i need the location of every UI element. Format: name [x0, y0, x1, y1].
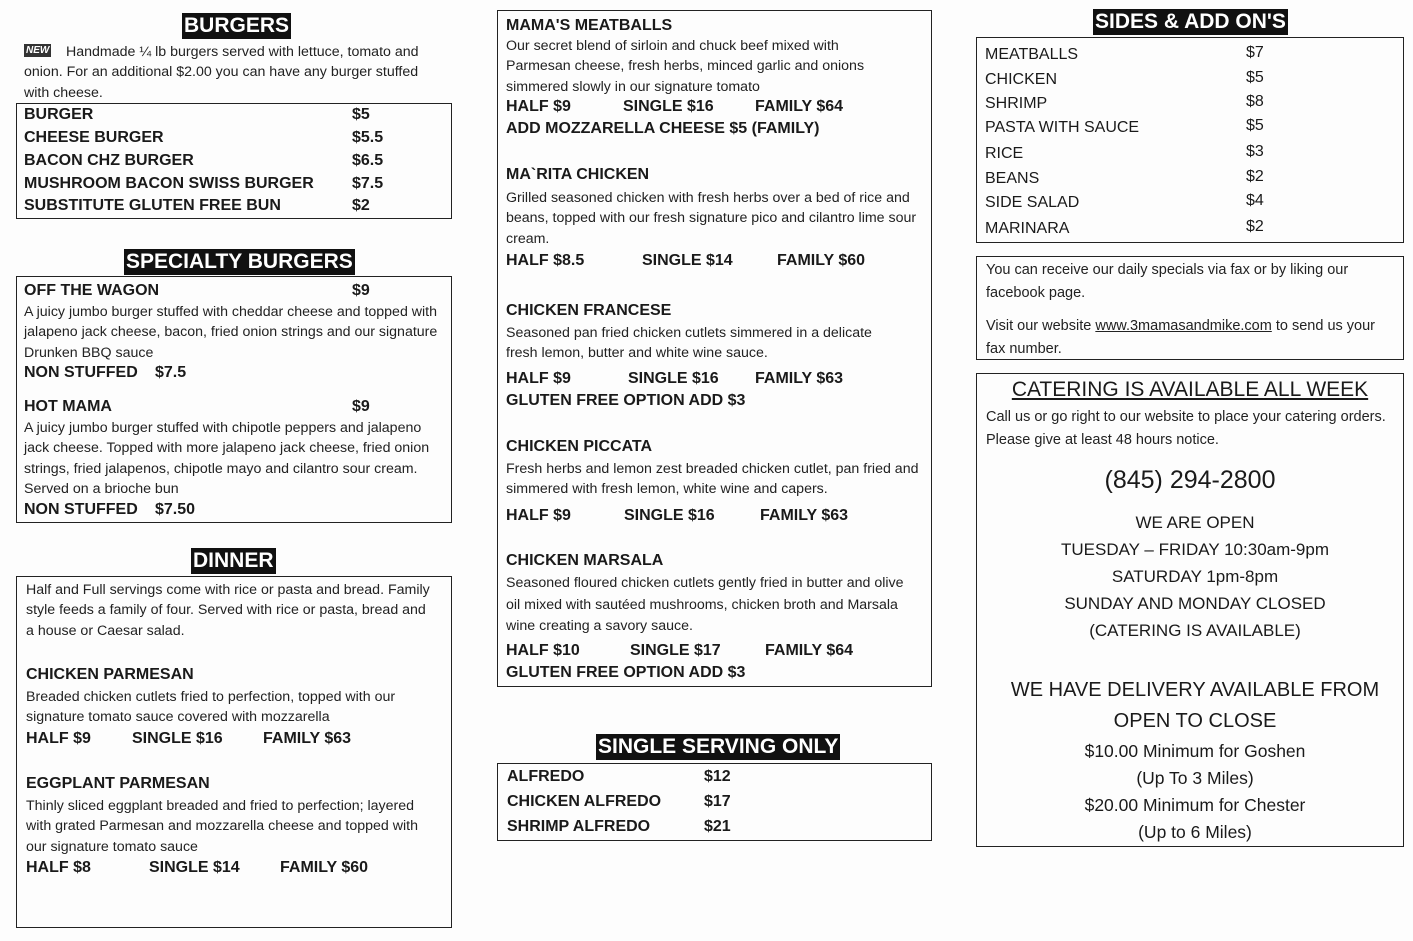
minimum-line: (Up to 6 Miles) — [1138, 822, 1252, 842]
price-half: HALF $10 — [506, 642, 580, 659]
dinner-header: DINNER — [193, 549, 274, 572]
menu-item-desc: Fresh herbs and lemon zest breaded chicken cutlet, pan fried and simmered with fresh lemon, white wine and capers. — [506, 461, 919, 498]
visit-suffix: to send us your fax number. — [986, 318, 1375, 357]
menu-item-name: MAMA'S MEATBALLS — [506, 17, 673, 34]
website-link[interactable]: www.3mamasandmike.com — [1095, 318, 1272, 334]
menu-item-name: OFF THE WAGON — [24, 282, 160, 299]
specials-text: You can receive our daily specials via fax or by liking our facebook page. — [986, 262, 1349, 301]
menu-item-name: EGGPLANT PARMESAN — [26, 775, 210, 792]
hours-line: (CATERING IS AVAILABLE) — [1089, 621, 1301, 640]
catering-title: CATERING IS AVAILABLE ALL WEEK — [1011, 378, 1369, 401]
website-text — [986, 315, 1391, 361]
menu-item-name: CHICKEN FRANCESE — [506, 302, 672, 319]
menu-item-name: HOT MAMA — [24, 398, 112, 415]
non-stuffed-label: NON STUFFED — [24, 501, 138, 518]
price-family: FAMILY $63 — [760, 507, 849, 524]
list-item: CHICKEN ALFREDO — [507, 793, 662, 810]
specialty-header: SPECIALTY BURGERS — [126, 250, 353, 273]
menu-item-desc: A juicy jumbo burger stuffed with cheddar cheese and topped with jalapeno jack cheese, bacon, fried onion strings and our signature Drunken BBQ sauce — [24, 304, 438, 361]
price-single: SINGLE $17 — [630, 642, 721, 659]
list-item: SIDE SALAD — [985, 194, 1080, 211]
menu-item-name: CHICKEN MARSALA — [506, 552, 664, 569]
item-price: $9 — [352, 282, 370, 299]
list-item: RICE — [985, 145, 1024, 162]
item-price: $12 — [704, 768, 731, 785]
hours-line: SATURDAY 1pm-8pm — [1111, 567, 1279, 586]
minimum-line: $20.00 Minimum for Chester — [1084, 795, 1306, 815]
item-price: $5.5 — [352, 129, 384, 146]
gluten-free-note: GLUTEN FREE OPTION ADD $3 — [506, 392, 746, 409]
price-family: FAMILY $64 — [755, 98, 844, 115]
add-on-note: ADD MOZZARELLA CHEESE $5 (FAMILY) — [506, 120, 820, 137]
price-family: FAMILY $60 — [777, 252, 866, 269]
menu-item-desc: Breaded chicken cutlets fried to perfection, topped with our signature tomato sauce covered with mozzarella — [26, 689, 396, 726]
non-stuffed-price: $7.50 — [155, 501, 196, 518]
phone-number[interactable]: (845) 294-2800 — [1104, 466, 1276, 494]
price-single: SINGLE $16 — [628, 370, 719, 387]
list-item: MEATBALLS — [985, 46, 1079, 63]
price-family: FAMILY $63 — [755, 370, 844, 387]
minimum-line: $10.00 Minimum for Goshen — [1084, 741, 1306, 761]
non-stuffed-price: $7.5 — [155, 364, 187, 381]
item-price: $5 — [1246, 69, 1264, 86]
price-family: FAMILY $60 — [280, 859, 369, 876]
list-item: MUSHROOM BACON SWISS BURGER — [24, 175, 314, 192]
list-item: SHRIMP ALFREDO — [507, 818, 651, 835]
list-item: BURGER — [24, 106, 94, 123]
item-price: $7 — [1246, 44, 1264, 61]
menu-item-desc: Our secret blend of sirloin and chuck beef mixed with Parmesan cheese, fresh herbs, minced garlic and onions simmered slowly in our signature tomato — [506, 38, 865, 95]
price-family: FAMILY $63 — [263, 730, 352, 747]
item-price: $4 — [1246, 192, 1264, 209]
price-single: SINGLE $16 — [624, 507, 715, 524]
list-item: ALFREDO — [507, 768, 585, 785]
menu-item-desc: A juicy jumbo burger stuffed with chipotle peppers and jalapeno jack cheese. Topped with more jalapeno jack cheese, fried onion strings, fried jalapenos, chipotle mayo and cilantro sour cream. Served on a brioche bun — [24, 420, 430, 497]
catering-text: Call us or go right to our website to place your catering orders. Please give at least 48 hours notice. — [986, 409, 1386, 448]
item-price: $2 — [1246, 168, 1264, 185]
hours-line: SUNDAY AND MONDAY CLOSED — [1064, 594, 1326, 613]
item-price: $21 — [704, 818, 731, 835]
item-price: $3 — [1246, 143, 1264, 160]
list-item: PASTA WITH SAUCE — [985, 119, 1140, 136]
single-serving-header: SINGLE SERVING ONLY — [598, 735, 839, 758]
sides-header: SIDES & ADD ON'S — [1095, 10, 1286, 33]
item-price: $2 — [1246, 218, 1264, 235]
price-single: SINGLE $14 — [149, 859, 240, 876]
burgers-header: BURGERS — [184, 14, 290, 37]
menu-item-name: CHICKEN PARMESAN — [26, 666, 194, 683]
hours-line: TUESDAY – FRIDAY 10:30am-9pm — [1060, 540, 1329, 559]
price-half: HALF $9 — [506, 98, 571, 115]
list-item: SUBSTITUTE GLUTEN FREE BUN — [24, 197, 281, 214]
delivery-line: OPEN TO CLOSE — [1113, 710, 1277, 732]
price-single: SINGLE $14 — [642, 252, 733, 269]
price-half: HALF $8.5 — [506, 252, 585, 269]
item-price: $5 — [1246, 117, 1264, 134]
delivery-line: WE HAVE DELIVERY AVAILABLE FROM — [1010, 679, 1380, 701]
sides-box — [976, 37, 1404, 243]
price-half: HALF $9 — [506, 507, 571, 524]
list-item: CHEESE BURGER — [24, 129, 164, 146]
visit-prefix: Visit our website — [986, 318, 1096, 334]
menu-item-name: MA`RITA CHICKEN — [506, 166, 650, 183]
new-badge: NEW — [26, 45, 50, 56]
list-item: SHRIMP — [985, 95, 1048, 112]
price-half: HALF $9 — [26, 730, 91, 747]
menu-item-desc: Seasoned pan fried chicken cutlets simmered in a delicate fresh lemon, butter and white wine sauce. — [506, 325, 872, 362]
item-price: $7.5 — [352, 175, 384, 192]
item-price: $17 — [704, 793, 731, 810]
price-single: SINGLE $16 — [623, 98, 714, 115]
non-stuffed-label: NON STUFFED — [24, 364, 138, 381]
item-price: $9 — [352, 398, 370, 415]
item-price: $2 — [352, 197, 370, 214]
price-half: HALF $8 — [26, 859, 91, 876]
burgers-intro: Handmade ¼ lb burgers served with lettuce, tomato and onion. For an additional $2.00 you can have any burger stuffed with cheese. — [24, 44, 419, 101]
item-price: $6.5 — [352, 152, 384, 169]
menu-item-desc: Grilled seasoned chicken with fresh herbs over a bed of rice and beans, topped with our fresh signature pico and cilantro lime sour cream. — [506, 190, 917, 247]
menu-item-desc: Thinly sliced eggplant breaded and fried to perfection; layered with grated Parmesan and mozzarella cheese and topped with our signature tomato sauce — [26, 798, 418, 855]
price-half: HALF $9 — [506, 370, 571, 387]
price-family: FAMILY $64 — [765, 642, 854, 659]
item-price: $8 — [1246, 93, 1264, 110]
hours-line: WE ARE OPEN — [1135, 513, 1255, 532]
gluten-free-note: GLUTEN FREE OPTION ADD $3 — [506, 664, 746, 681]
item-price: $5 — [352, 106, 370, 123]
minimum-line: (Up To 3 Miles) — [1136, 768, 1254, 788]
list-item: BACON CHZ BURGER — [24, 152, 194, 169]
list-item: MARINARA — [985, 220, 1070, 237]
list-item: CHICKEN — [985, 71, 1058, 88]
menu-item-desc: Seasoned floured chicken cutlets gently fried in butter and olive oil mixed with sautéed mushrooms, chicken broth and Marsala wine creating a savory sauce. — [506, 575, 904, 634]
price-single: SINGLE $16 — [132, 730, 223, 747]
menu-item-name: CHICKEN PICCATA — [506, 438, 653, 455]
list-item: BEANS — [985, 170, 1040, 187]
dinner-intro: Half and Full servings come with rice or pasta and bread. Family style feeds a family of four. Served with rice or pasta, bread and a house or Caesar salad. — [26, 582, 430, 639]
